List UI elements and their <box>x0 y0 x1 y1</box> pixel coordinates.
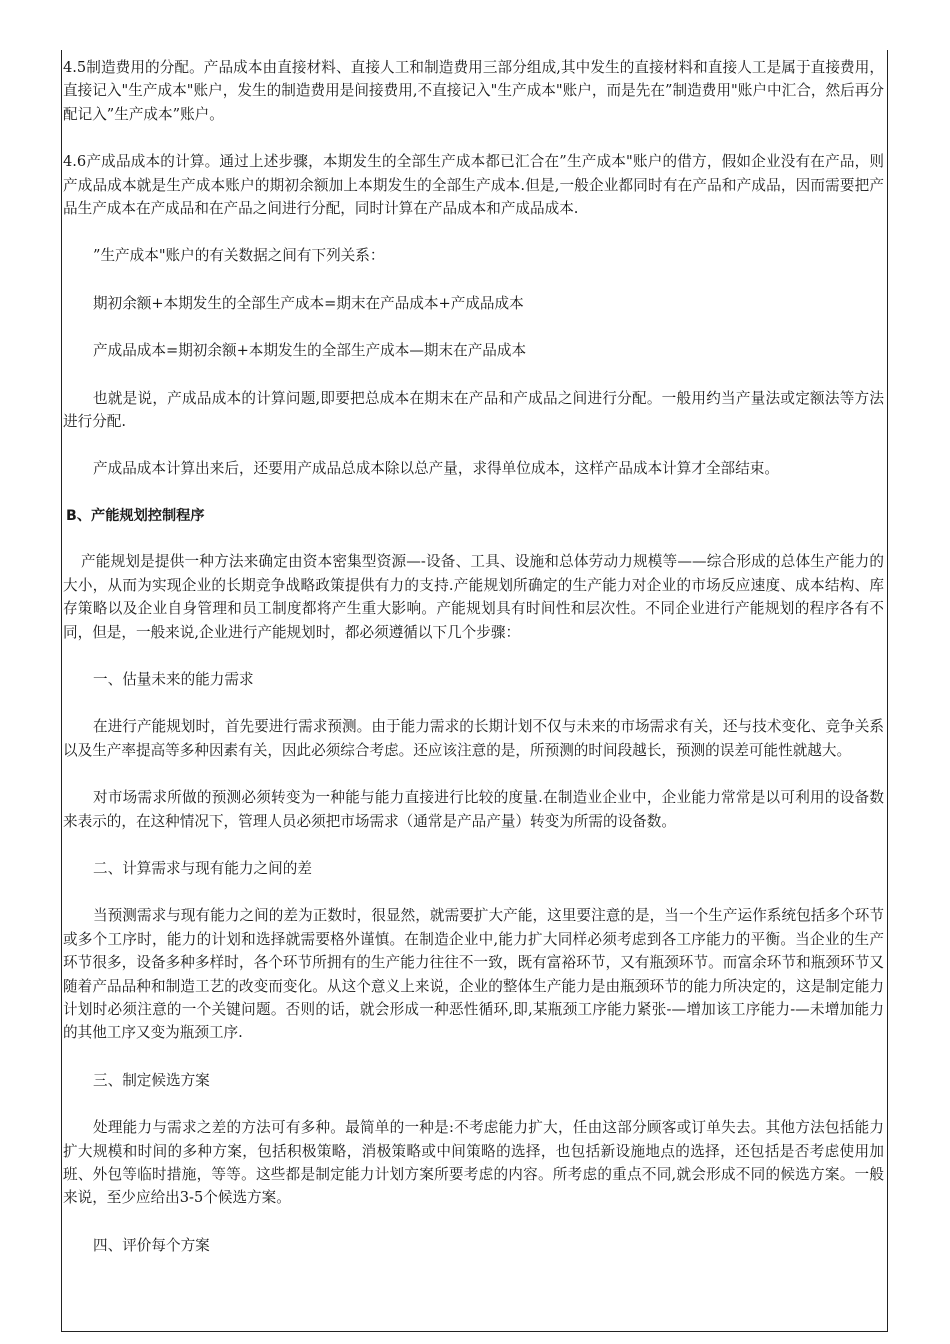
step-2-paragraph-1: 当预测需求与现有能力之间的差为正数时，很显然，就需要扩大产能，这里要注意的是，当一个生产运作系统包括多个环节或多个工序时，能力的计划和选择就需要格外谨慎。在制造企业中,能力扩大同样必须考虑到各工序能力的平衡。当企业的生产环节很多，设备多种多样时，各个环节所拥有的生产能力往往不一致，既有富裕环节，又有瓶颈环节。而富余环节和瓶颈环节又随着产品品种和制造工艺的改变而变化。从这个意义上来说，企业的整体生产能力是由瓶颈环节的能力所决定的，这是制定能力计划时必须注意的一个关键问题。否则的话，就会形成一种恶性循环,即,某瓶颈工序能力紧张-—增加该工序能力-—未增加能力的其他工序又变为瓶颈工序. <box>63 907 884 1042</box>
step-1-paragraph-2: 对市场需求所做的预测必须转变为一种能与能力直接进行比较的度量.在制造业企业中，企业能力常常是以可利用的设备数来表示的，在这种情况下，管理人员必须把市场需求（通常是产品产量）转变为所需的设备数。 <box>63 789 884 830</box>
allocation-paragraph: 也就是说，产成品成本的计算问题,即要把总成本在期末在产品和产成品之间进行分配。一般用约当产量法或定额法等方法进行分配. <box>63 389 884 431</box>
section-b-heading: B、产能规划控制程序 <box>66 507 205 524</box>
step-3-paragraph-1: 处理能力与需求之差的方法可有多种。最简单的一种是:不考虑能力扩大，任由这部分顾客或订单失去。其他方法包括能力扩大规模和时间的多种方案，包括积极策略，消极策略或中间策略的选择，也包括新设施地点的选择，还包括是否考虑使用加班、外包等临时措施，等等。这些都是制定能力计划方案所要考虑的内容。所考虑的重点不同,就会形成不同的候选方案。一般来说，至少应给出3-5个候选方案。 <box>63 1119 884 1207</box>
formula-2: 产成品成本=期初余额+本期发生的全部生产成本—期末在产品成本 <box>93 342 527 360</box>
paragraph-4-6: 4.6产成品成本的计算。通过上述步骤，本期发生的全部生产成本都已汇合在”生产成本"账户的借方，假如企业没有在产品，则产成品成本就是生产成本账户的期初余额加上本期发生的全部生产成本.但是,一般企业都同时有在产品和产成品，因而需要把产品生产成本在产成品和在产品之间进行分配，同时计算在产品成本和产成品成本. <box>63 153 884 218</box>
step-4-title: 四、评价每个方案 <box>93 1236 210 1254</box>
document-body <box>63 56 884 1257</box>
step-1-title: 一、估量未来的能力需求 <box>93 670 254 688</box>
step-3-title: 三、制定候选方案 <box>93 1071 210 1089</box>
capacity-intro-paragraph: 产能规划是提供一种方法来确定由资本密集型资源—-设备、工具、设施和总体劳动力规模等——综合形成的总体生产能力的大小，从而为实现企业的长期竞争战略政策提供有力的支持.产能规划所确定的生产能力对企业的市场反应速度、成本结构、库存策略以及企业自身管理和员工制度都将产生重大影响。产能规划具有时间性和层次性。不同企业进行产能规划的程序各有不同，但是，一般来说,企业进行产能规划时，都必须遵循以下几个步骤： <box>63 553 884 641</box>
step-2-title: 二、计算需求与现有能力之间的差 <box>93 859 312 877</box>
step-1-paragraph-1: 在进行产能规划时，首先要进行需求预测。由于能力需求的长期计划不仅与未来的市场需求有关，还与技术变化、竞争关系以及生产率提高等多种因素有关，因此必须综合考虑。还应该注意的是，所预测的时间段越长，预测的误差可能性就越大。 <box>63 718 884 759</box>
relation-intro: ”生产成本"账户的有关数据之间有下列关系： <box>93 247 385 265</box>
paragraph-4-5: 4.5制造费用的分配。产品成本由直接材料、直接人工和制造费用三部分组成,其中发生的直接材料和直接人工是属于直接费用，直接记入"生产成本"账户，发生的制造费用是间接费用,不直接记入"生产成本"账户，而是先在”制造费用"账户中汇合，然后再分配记入”生产成本”账户。 <box>63 59 884 123</box>
formula-1: 期初余额+本期发生的全部生产成本=期末在产品成本+产成品成本 <box>93 294 524 312</box>
unit-cost-paragraph: 产成品成本计算出来后，还要用产成品总成本除以总产量，求得单位成本，这样产品成本计算才全部结束。 <box>93 460 779 478</box>
